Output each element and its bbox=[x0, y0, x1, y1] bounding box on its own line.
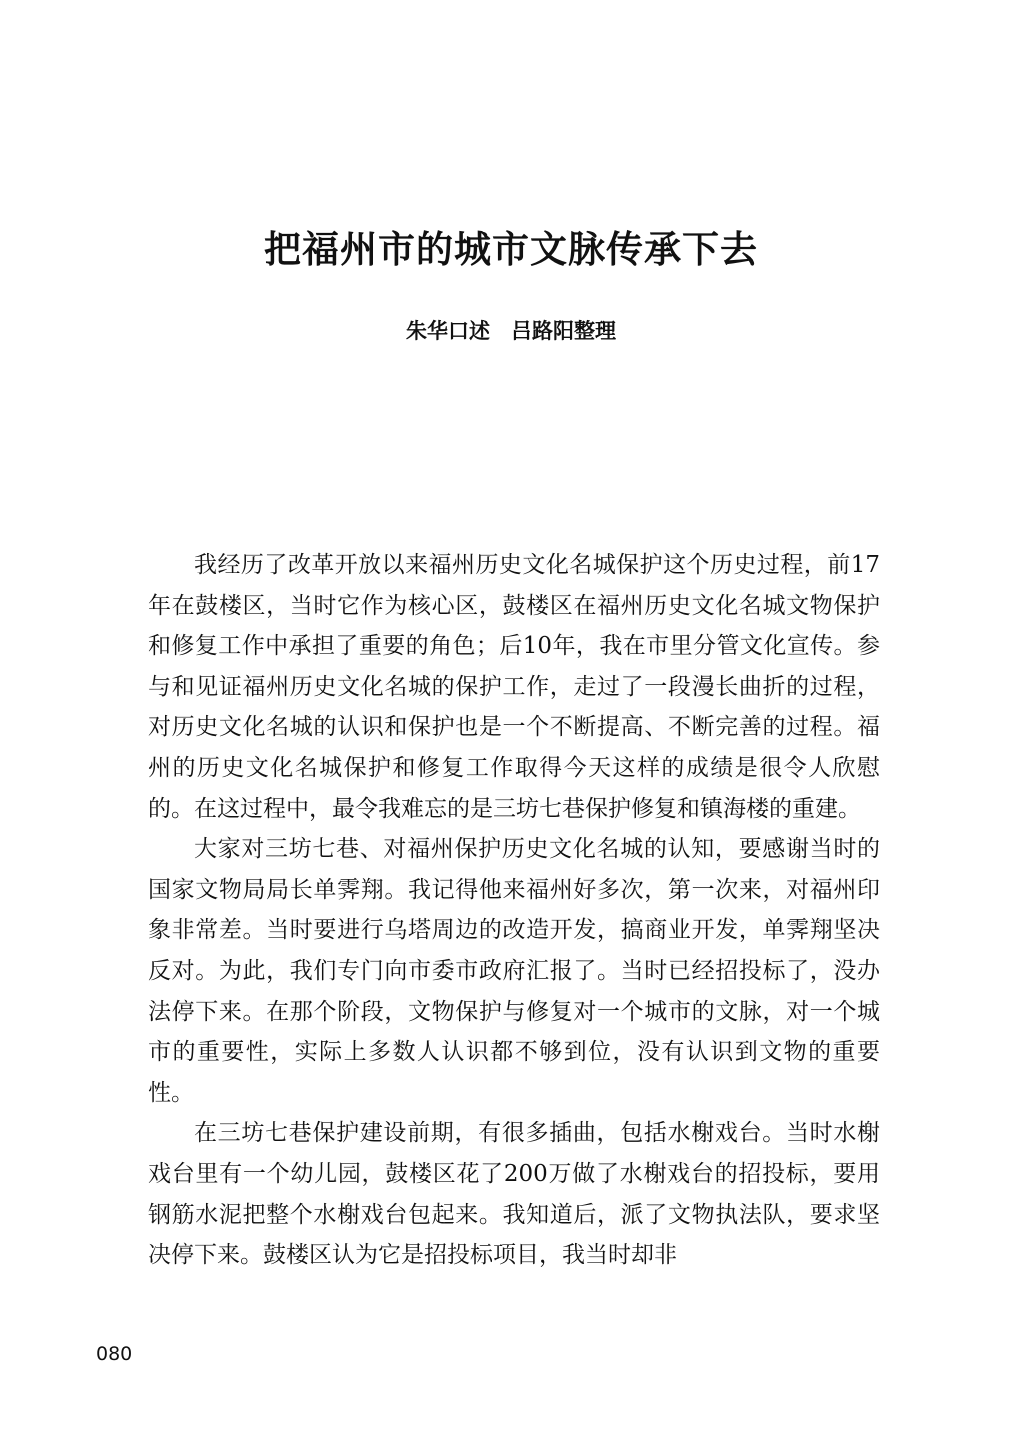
page-number: 080 bbox=[96, 1343, 133, 1365]
article-title: 把福州市的城市文脉传承下去 bbox=[264, 228, 758, 271]
article-body bbox=[148, 545, 880, 1276]
paragraph: 在三坊七巷保护建设前期，有很多插曲，包括水榭戏台。当时水榭戏台里有一个幼儿园，鼓楼区花了200万做了水榭戏台的招投标，要用钢筋水泥把整个水榭戏台包起来。我知道后，派了文物执法队，要求坚决停下来。鼓楼区认为它是招投标项目，我当时却非 bbox=[148, 1120, 880, 1269]
paragraph: 大家对三坊七巷、对福州保护历史文化名城的认知，要感谢当时的国家文物局局长单霁翔。我记得他来福州好多次，第一次来，对福州印象非常差。当时要进行乌塔周边的改造开发，搞商业开发，单霁翔坚决反对。为此，我们专门向市委市政府汇报了。当时已经招投标了，没办法停下来。在那个阶段，文物保护与修复对一个城市的文脉，对一个城市的重要性，实际上多数人认识都不够到位，没有认识到文物的重要性。 bbox=[148, 836, 880, 1106]
paragraph: 我经历了改革开放以来福州历史文化名城保护这个历史过程，前17年在鼓楼区，当时它作为核心区，鼓楼区在福州历史文化名城文物保护和修复工作中承担了重要的角色；后10年，我在市里分管文化宣传。参与和见证福州历史文化名城的保护工作，走过了一段漫长曲折的过程，对历史文化名城的认识和保护也是一个不断提高、不断完善的过程。福州的历史文化名城保护和修复工作取得今天这样的成绩是很令人欣慰的。在这过程中，最令我难忘的是三坊七巷保护修复和镇海楼的重建。 bbox=[148, 552, 880, 822]
article-byline: 朱华口述 吕路阳整理 bbox=[406, 319, 616, 343]
